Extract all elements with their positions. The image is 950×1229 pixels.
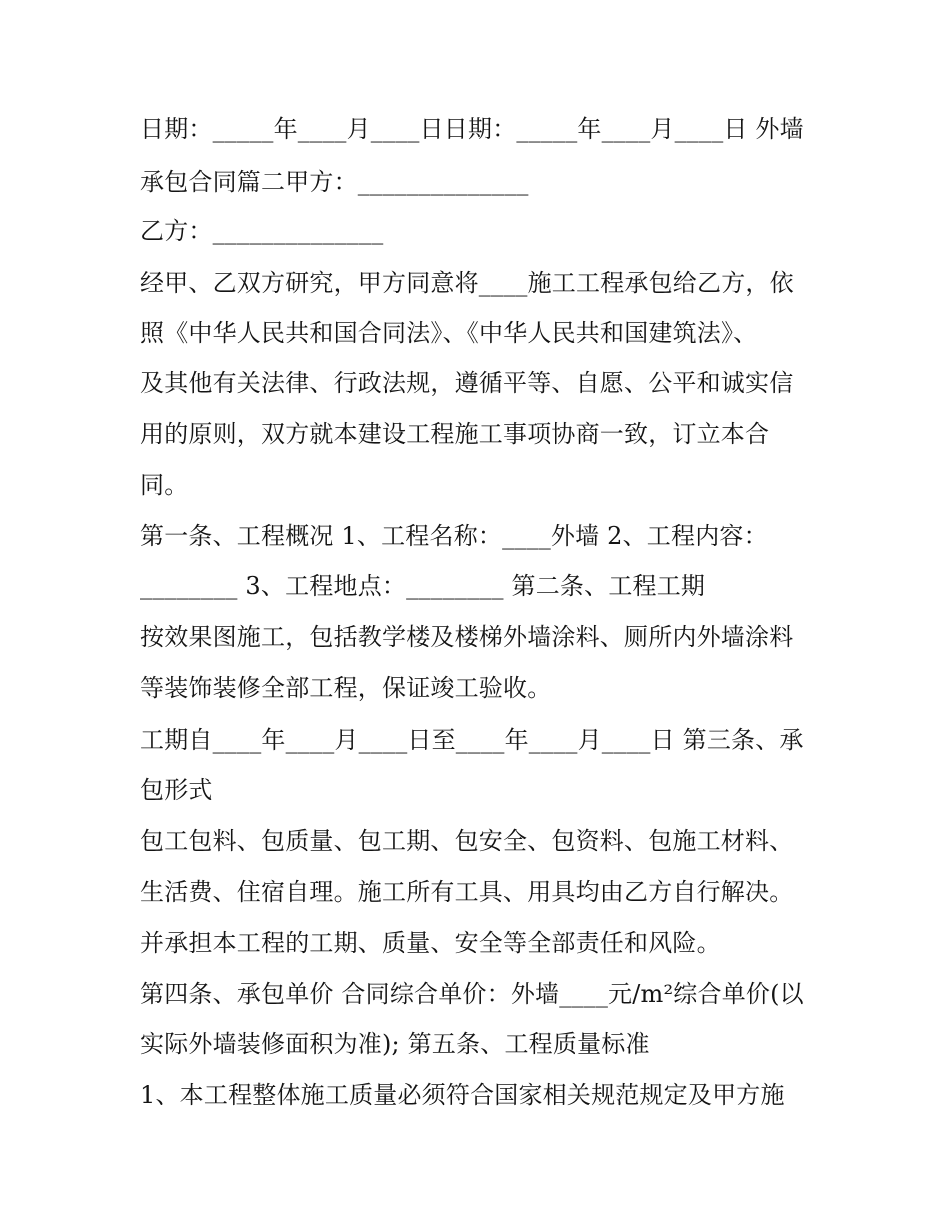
text-line: 经甲、乙双方研究，甲方同意将____施工工程承包给乙方，依 (140, 269, 794, 297)
text-line: 同。 (140, 471, 189, 499)
text-line: 工期自____年____月____日至____年____月____日 第三条、承 (140, 726, 804, 754)
text-line: ________ 3、工程地点：________ 第二条、工程工期 (140, 572, 706, 600)
text-line: 日期：_____年____月____日日期：_____年____月____日 外墙 (140, 115, 804, 143)
text-line: 乙方：______________ (140, 217, 384, 245)
text-line: 包工包料、包质量、包工期、包安全、包资料、包施工材料、 (140, 827, 794, 855)
text-line: 承包合同篇二甲方：______________ (140, 168, 529, 196)
text-line: 并承担本工程的工期、质量、安全等全部责任和风险。 (140, 929, 721, 957)
text-line: 用的原则，双方就本建设工程施工事项协商一致，订立本合 (140, 420, 770, 448)
text-line: 第一条、工程概况 1、工程名称：____外墙 2、工程内容： (140, 522, 768, 550)
text-line: 1、本工程整体施工质量必须符合国家相关规范规定及甲方施 (140, 1081, 785, 1109)
text-line: 第四条、承包单价 合同综合单价：外墙____元/m²综合单价(以 (140, 980, 804, 1008)
text-line: 等装饰装修全部工程，保证竣工验收。 (140, 674, 552, 702)
text-line: 照《中华人民共和国合同法》、《中华人民共和国建筑法》、 (140, 319, 758, 347)
text-line: 生活费、住宿自理。施工所有工具、用具均由乙方自行解决。 (140, 878, 794, 906)
text-line: 实际外墙装修面积为准); 第五条、工程质量标准 (140, 1030, 650, 1058)
text-line: 按效果图施工，包括教学楼及楼梯外墙涂料、厕所内外墙涂料 (140, 623, 794, 651)
text-line: 及其他有关法律、行政法规，遵循平等、自愿、公平和诚实信 (140, 369, 794, 397)
text-line: 包形式 (140, 776, 213, 804)
